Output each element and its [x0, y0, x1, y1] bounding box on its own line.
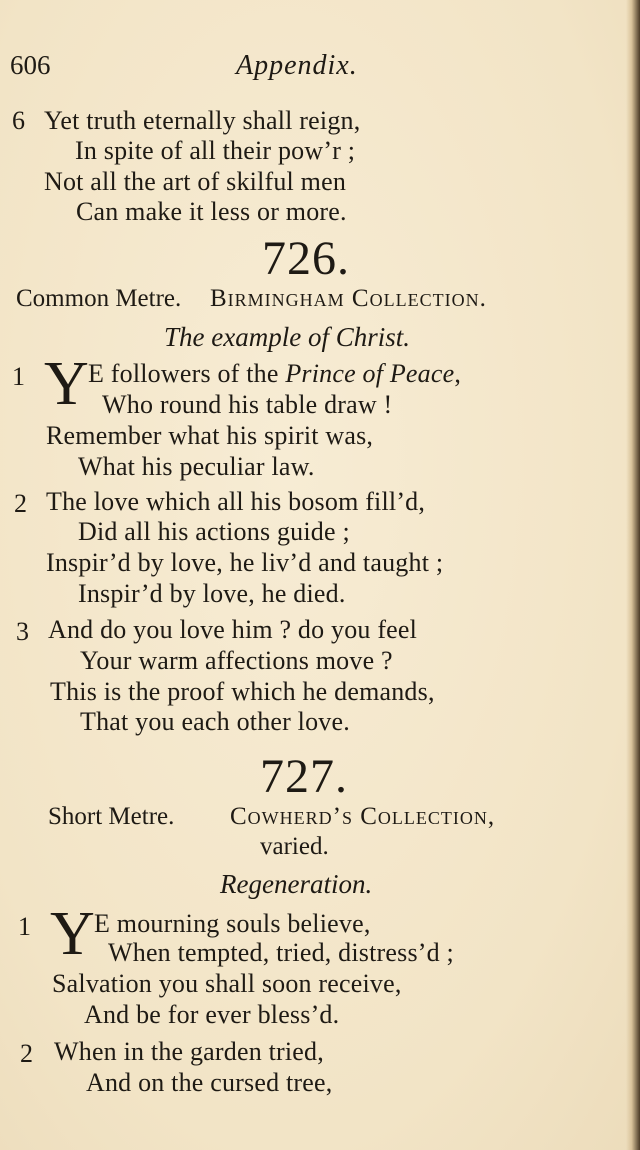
hymn-collection: Cowherd’s Collection,: [230, 803, 496, 830]
stanza-number: 6: [12, 106, 25, 135]
verse-line: E followers of the Prince of Peace,: [88, 359, 462, 388]
verse-line: This is the proof which he demands,: [50, 677, 435, 706]
verse-line: When in the garden tried,: [54, 1037, 324, 1066]
stanza-number: 1: [18, 912, 31, 941]
verse-line: Who round his table draw !: [102, 390, 393, 419]
verse-line: In spite of all their pow’r ;: [75, 136, 356, 165]
verse-line: What his peculiar law.: [78, 452, 315, 481]
hymn-metre: Common Metre.: [16, 285, 182, 312]
stanza-number: 3: [16, 617, 29, 646]
verse-line: Your warm affections move ?: [80, 646, 393, 675]
hymn-number: 727.: [260, 750, 348, 803]
stanza-number: 1: [12, 362, 25, 391]
stanza-number: 2: [20, 1039, 33, 1068]
verse-line: Can make it less or more.: [76, 197, 347, 226]
hymn-subtitle: The example of Christ.: [164, 322, 410, 352]
hymn-collection-note: varied.: [260, 833, 329, 860]
verse-line: Salvation you shall soon receive,: [52, 969, 402, 998]
verse-line: When tempted, tried, distress’d ;: [108, 938, 454, 967]
verse-line: The love which all his bosom fill’d,: [46, 487, 426, 516]
running-title: Appendix.: [236, 50, 358, 81]
verse-line: Did all his actions guide ;: [78, 517, 350, 546]
verse-line: Inspir’d by love, he liv’d and taught ;: [46, 548, 444, 577]
verse-line: And on the cursed tree,: [86, 1068, 333, 1097]
verse-line: And do you love him ? do you feel: [48, 615, 418, 644]
verse-line: E mourning souls believe,: [94, 909, 371, 938]
page-number: 606: [10, 50, 51, 80]
verse-line: Not all the art of skilful men: [44, 167, 347, 196]
page-edge-shadow: [626, 0, 640, 1150]
hymn-number: 726.: [262, 232, 350, 285]
hymn-metre: Short Metre.: [48, 803, 175, 830]
stanza-number: 2: [14, 489, 27, 518]
hymn-collection: Birmingham Collection.: [210, 285, 487, 312]
verse-line: Remember what his spirit was,: [46, 421, 374, 450]
hymn-subtitle: Regeneration.: [220, 869, 373, 899]
drop-cap: Y: [44, 350, 89, 418]
verse-line: That you each other love.: [80, 707, 350, 736]
verse-line: Yet truth eternally shall reign,: [44, 106, 361, 135]
verse-line: And be for ever bless’d.: [84, 1000, 340, 1029]
drop-cap: Y: [50, 900, 95, 968]
verse-line: Inspir’d by love, he died.: [78, 579, 346, 608]
